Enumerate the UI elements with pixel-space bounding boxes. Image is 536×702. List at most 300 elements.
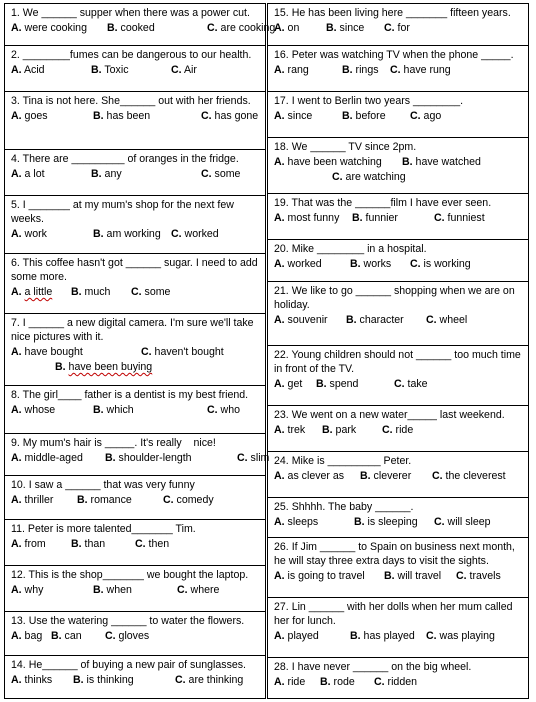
answer-option[interactable] [11, 403, 55, 417]
option-letter: C. [382, 424, 393, 436]
option-text: were cooking [24, 22, 87, 34]
answer-option[interactable] [274, 515, 318, 529]
question-number: 26. [274, 541, 289, 553]
option-letter: B. [91, 168, 102, 180]
question-11 [5, 520, 265, 566]
question-20 [268, 240, 528, 282]
option-text: worked [184, 228, 219, 240]
option-text: any [104, 168, 122, 180]
option-text: is working [423, 258, 471, 270]
option-letter: A. [11, 404, 22, 416]
answer-option[interactable] [434, 211, 485, 225]
option-letter: C. [426, 314, 437, 326]
option-text: has been [106, 110, 151, 122]
answer-option[interactable] [434, 515, 491, 529]
question-text: Use the watering ______ to water the flowers. [28, 615, 245, 627]
answer-option[interactable] [207, 403, 240, 417]
question-number: 27. [274, 601, 289, 613]
option-letter: B. [77, 494, 88, 506]
answer-option[interactable] [320, 675, 355, 689]
question-stem [274, 600, 522, 628]
question-text: Shhhh. The baby ______. [291, 501, 414, 513]
option-letter: B. [326, 22, 337, 34]
option-text: worked [287, 258, 322, 270]
answer-option[interactable] [342, 109, 386, 123]
option-text: is sleeping [367, 516, 418, 528]
question-stem [11, 436, 259, 450]
option-letter: B. [107, 22, 118, 34]
answer-option[interactable] [332, 170, 406, 184]
answer-option[interactable] [237, 451, 269, 465]
option-text: ridden [387, 676, 417, 688]
answer-option[interactable] [342, 63, 379, 77]
option-text: who [220, 404, 240, 416]
option-letter: C. [131, 286, 142, 298]
answer-option[interactable] [274, 469, 344, 483]
question-number: 24. [274, 455, 289, 467]
option-letter: C. [410, 110, 421, 122]
option-text: have watched [415, 156, 481, 168]
answer-option[interactable] [11, 227, 47, 241]
option-text: shoulder-length [118, 452, 192, 464]
question-stem [274, 48, 522, 62]
option-text: comedy [176, 494, 214, 506]
option-text: spend [329, 378, 359, 390]
option-letter: A. [274, 258, 285, 270]
option-letter: C. [207, 404, 218, 416]
answer-option[interactable] [135, 537, 169, 551]
option-text: since [339, 22, 365, 34]
option-letter: C. [141, 346, 152, 358]
question-stem [11, 198, 259, 226]
option-letter: A. [274, 110, 285, 122]
option-text: have been watching [287, 156, 382, 168]
question-stem [11, 568, 259, 582]
option-text: ride [395, 424, 414, 436]
option-text: thriller [24, 494, 54, 506]
answer-option[interactable] [91, 167, 122, 181]
option-letter: A. [11, 22, 22, 34]
question-8 [5, 386, 265, 434]
option-letter: C. [426, 630, 437, 642]
question-number: 8. [11, 389, 20, 401]
option-text: work [24, 228, 47, 240]
answer-option[interactable] [201, 109, 258, 123]
option-letter: C. [201, 110, 212, 122]
option-text: rang [287, 64, 309, 76]
question-9 [5, 434, 270, 476]
option-text: is thinking [86, 674, 134, 686]
question-stem [11, 316, 259, 344]
question-text: Mike ________ in a hospital. [291, 243, 427, 255]
option-text: since [287, 110, 313, 122]
answer-option[interactable] [171, 227, 219, 241]
answer-option[interactable] [432, 469, 506, 483]
option-letter: A. [274, 378, 285, 390]
question-number: 10. [11, 479, 26, 491]
option-text: which [106, 404, 134, 416]
answer-option[interactable] [11, 451, 83, 465]
answer-option[interactable] [71, 537, 105, 551]
answer-option[interactable] [105, 451, 192, 465]
answer-option[interactable] [316, 377, 358, 391]
option-letter: A. [11, 584, 22, 596]
option-letter: B. [402, 156, 413, 168]
answer-option[interactable] [107, 21, 155, 35]
question-number: 23. [274, 409, 289, 421]
answer-option[interactable] [274, 109, 312, 123]
option-text: most funny [287, 212, 340, 224]
question-23 [268, 406, 528, 452]
option-text: some [144, 286, 171, 298]
answer-option[interactable] [91, 63, 129, 77]
answer-option[interactable] [326, 21, 364, 35]
answer-option[interactable] [350, 257, 391, 271]
question-stem [274, 140, 522, 154]
option-text: before [355, 110, 386, 122]
left-column [4, 3, 276, 699]
answer-option[interactable] [390, 63, 451, 77]
question-number: 9. [11, 437, 20, 449]
option-letter: B. [354, 516, 365, 528]
question-4 [5, 150, 265, 196]
answer-option[interactable] [426, 313, 467, 327]
option-letter: C. [374, 676, 385, 688]
answer-option[interactable] [274, 377, 302, 391]
answer-option[interactable] [402, 155, 481, 169]
question-12 [5, 566, 265, 612]
option-letter: C. [171, 228, 182, 240]
option-letter: B. [322, 424, 333, 436]
question-number: 12. [11, 569, 26, 581]
option-letter: A. [274, 212, 285, 224]
question-number: 5. [11, 199, 20, 211]
option-letter: C. [384, 22, 395, 34]
option-text: have rung [403, 64, 451, 76]
option-text: on [287, 22, 300, 34]
answer-option[interactable] [274, 675, 305, 689]
question-text: We went on a new water_____ last weekend. [291, 409, 505, 421]
question-22 [268, 346, 528, 406]
answer-option[interactable] [11, 583, 43, 597]
question-stem [11, 6, 259, 20]
question-25 [268, 498, 528, 538]
answer-option[interactable] [141, 345, 224, 359]
option-letter: C. [390, 64, 401, 76]
answer-option[interactable] [11, 285, 52, 299]
answer-option[interactable] [11, 493, 53, 507]
option-text: can [64, 630, 82, 642]
answer-option[interactable] [410, 109, 441, 123]
option-letter: C. [163, 494, 174, 506]
option-letter: A. [274, 64, 285, 76]
option-letter: C. [410, 258, 421, 270]
option-text: Air [183, 64, 197, 76]
question-text: I went to Berlin two years ________. [291, 95, 464, 107]
option-letter: A. [274, 676, 285, 688]
answer-option[interactable] [77, 493, 132, 507]
option-letter: B. [342, 64, 353, 76]
option-text: is going to travel [287, 570, 365, 582]
option-letter: A. [11, 168, 22, 180]
answer-option[interactable] [11, 673, 52, 687]
answer-option[interactable] [93, 227, 161, 241]
option-text: much [84, 286, 111, 298]
question-18 [268, 138, 528, 194]
question-text: ________fumes can be dangerous to our health. [22, 49, 252, 61]
question-text: That was the ______film I have ever seen. [291, 197, 492, 209]
question-15 [268, 4, 528, 46]
option-text: am working [106, 228, 161, 240]
answer-option[interactable] [274, 423, 305, 437]
question-stem [274, 284, 522, 312]
question-2 [5, 46, 265, 92]
option-text: romance [90, 494, 132, 506]
answer-option[interactable] [11, 167, 45, 181]
option-letter: C. [201, 168, 212, 180]
option-letter: B. [384, 570, 395, 582]
option-text: have bought [24, 346, 83, 358]
answer-option[interactable] [171, 63, 197, 77]
option-letter: B. [316, 378, 327, 390]
worksheet [4, 3, 532, 699]
option-letter: B. [320, 676, 331, 688]
option-letter: C. [237, 452, 248, 464]
answer-option[interactable] [352, 211, 398, 225]
answer-option[interactable] [274, 155, 382, 169]
question-text: This coffee hasn't got ______ sugar. I need to add some more. [11, 257, 261, 283]
answer-option[interactable] [274, 257, 322, 271]
option-text: goes [24, 110, 48, 122]
option-text: works [363, 258, 392, 270]
answer-option[interactable] [55, 360, 152, 374]
answer-option[interactable] [354, 515, 418, 529]
option-letter: A. [11, 494, 22, 506]
answer-option[interactable] [73, 673, 134, 687]
option-letter: C. [105, 630, 116, 642]
question-21 [268, 282, 528, 346]
question-number: 19. [274, 197, 289, 209]
question-stem [274, 408, 522, 422]
option-letter: B. [352, 212, 363, 224]
option-text: funnier [365, 212, 398, 224]
answer-option[interactable] [426, 629, 495, 643]
answer-option[interactable] [11, 109, 48, 123]
question-26 [268, 538, 528, 598]
option-text: will sleep [447, 516, 491, 528]
answer-option[interactable] [274, 21, 299, 35]
question-number: 3. [11, 95, 20, 107]
option-text: from [24, 538, 46, 550]
option-text: Acid [23, 64, 45, 76]
question-stem [11, 94, 259, 108]
answer-option[interactable] [51, 629, 82, 643]
option-text: played [287, 630, 319, 642]
option-letter: C. [177, 584, 188, 596]
question-text: Peter was watching TV when the phone _____. [291, 49, 514, 61]
question-text: We like to go ______ shopping when we are on holiday. [274, 285, 518, 311]
option-text: take [407, 378, 428, 390]
option-letter: A. [274, 22, 285, 34]
option-letter: A. [11, 630, 22, 642]
answer-option[interactable] [163, 493, 214, 507]
answer-option[interactable] [346, 313, 404, 327]
question-number: 13. [11, 615, 26, 627]
question-stem [274, 242, 522, 256]
answer-option[interactable] [274, 63, 309, 77]
answer-option[interactable] [410, 257, 471, 271]
question-text: This is the shop_______ we bought the laptop. [28, 569, 249, 581]
question-text: I _______ at my mum's shop for the next few weeks. [11, 199, 237, 225]
answer-option[interactable] [11, 629, 42, 643]
option-letter: B. [350, 258, 361, 270]
answer-option[interactable] [11, 21, 87, 35]
answer-option[interactable] [384, 21, 410, 35]
question-text: Young children should not ______ too much time in front of the TV. [274, 349, 524, 375]
answer-option[interactable] [274, 629, 319, 643]
answer-option[interactable] [11, 537, 46, 551]
question-number: 14. [11, 659, 26, 671]
option-letter: B. [55, 361, 66, 373]
option-letter: A. [274, 516, 285, 528]
option-text: for [397, 22, 410, 34]
option-text: funniest [447, 212, 485, 224]
option-letter: B. [105, 452, 116, 464]
question-5 [5, 196, 265, 254]
option-letter: B. [350, 630, 361, 642]
question-stem [274, 540, 522, 568]
question-text: He has been living here _______ fifteen years. [291, 7, 511, 19]
question-stem [274, 454, 522, 468]
answer-option[interactable] [394, 377, 428, 391]
option-letter: C. [135, 538, 146, 550]
answer-option[interactable] [382, 423, 413, 437]
right-column [267, 3, 529, 699]
option-letter: C. [171, 64, 182, 76]
question-7 [5, 314, 265, 386]
question-number: 25. [274, 501, 289, 513]
answer-option[interactable] [93, 583, 132, 597]
answer-option[interactable] [374, 675, 417, 689]
option-letter: C. [456, 570, 467, 582]
answer-option[interactable] [350, 629, 415, 643]
option-letter: B. [71, 538, 82, 550]
question-text: If Jim ______ to Spain on business next month, he will stay three extra days to visit the sights. [274, 541, 518, 567]
question-28 [268, 658, 528, 700]
answer-option[interactable] [175, 673, 243, 687]
question-number: 1. [11, 7, 20, 19]
question-19 [268, 194, 528, 240]
question-text: I ______ a new digital camera. I'm sure we'll take nice pictures with it. [11, 317, 257, 343]
option-text: gloves [118, 630, 150, 642]
question-stem [274, 660, 522, 674]
question-6 [5, 254, 265, 314]
question-text: I have never ______ on the big wheel. [291, 661, 472, 673]
option-letter: B. [91, 64, 102, 76]
option-text: cleverer [373, 470, 412, 482]
question-text: Peter is more talented_______ Tim. [27, 523, 196, 535]
option-letter: B. [342, 110, 353, 122]
option-text: a lot [24, 168, 45, 180]
answer-option[interactable] [11, 63, 45, 77]
question-text: We ______ TV since 2pm. [291, 141, 417, 153]
option-letter: A. [11, 452, 22, 464]
question-number: 15. [274, 7, 289, 19]
question-text: I saw a ______ that was very funny [28, 479, 195, 491]
question-text: He______ of buying a new pair of sunglasses. [28, 659, 247, 671]
option-text: souvenir [287, 314, 328, 326]
option-letter: A. [11, 674, 22, 686]
answer-option[interactable] [456, 569, 501, 583]
answer-option[interactable] [93, 403, 134, 417]
option-letter: B. [73, 674, 84, 686]
answer-option[interactable] [207, 21, 275, 35]
question-stem [274, 94, 522, 108]
option-text: rode [333, 676, 355, 688]
answer-option[interactable] [11, 345, 83, 359]
option-letter: B. [71, 286, 82, 298]
option-text: trek [287, 424, 306, 436]
question-number: 7. [11, 317, 20, 329]
question-text: Mike is _________ Peter. [291, 455, 412, 467]
answer-option[interactable] [71, 285, 110, 299]
question-stem [274, 348, 522, 376]
option-letter: B. [93, 228, 104, 240]
option-letter: C. [207, 22, 218, 34]
option-letter: C. [394, 378, 405, 390]
question-text: There are _________ of oranges in the fridge. [22, 153, 239, 165]
option-letter: A. [11, 228, 22, 240]
option-letter: A. [11, 538, 22, 550]
answer-option[interactable] [274, 313, 328, 327]
question-stem [274, 500, 522, 514]
option-text: get [287, 378, 303, 390]
question-number: 17. [274, 95, 289, 107]
question-text: Tina is not here. She______ out with her friends. [22, 95, 251, 107]
option-letter: C. [434, 212, 445, 224]
question-number: 6. [11, 257, 20, 269]
question-stem [11, 614, 259, 628]
question-1 [5, 4, 276, 46]
option-text: bag [24, 630, 43, 642]
option-letter: A. [11, 110, 22, 122]
option-text: are watching [345, 171, 406, 183]
option-text: whose [24, 404, 56, 416]
question-14 [5, 656, 265, 700]
option-text: then [148, 538, 170, 550]
answer-option[interactable] [201, 167, 240, 181]
option-text: cooked [120, 22, 155, 34]
option-letter: B. [346, 314, 357, 326]
option-text: middle-aged [24, 452, 83, 464]
question-number: 28. [274, 661, 289, 673]
answer-option[interactable] [360, 469, 411, 483]
question-text: We ______ supper when there was a power cut. [22, 7, 250, 19]
answer-option[interactable] [274, 569, 365, 583]
option-letter: A. [274, 470, 285, 482]
answer-option[interactable] [322, 423, 356, 437]
answer-option[interactable] [177, 583, 219, 597]
option-letter: A. [11, 346, 22, 358]
answer-option[interactable] [274, 211, 339, 225]
answer-option[interactable] [384, 569, 441, 583]
answer-option[interactable] [131, 285, 170, 299]
question-3 [5, 92, 265, 150]
question-number: 2. [11, 49, 20, 61]
answer-option[interactable] [105, 629, 149, 643]
question-17 [268, 92, 528, 138]
answer-option[interactable] [93, 109, 150, 123]
